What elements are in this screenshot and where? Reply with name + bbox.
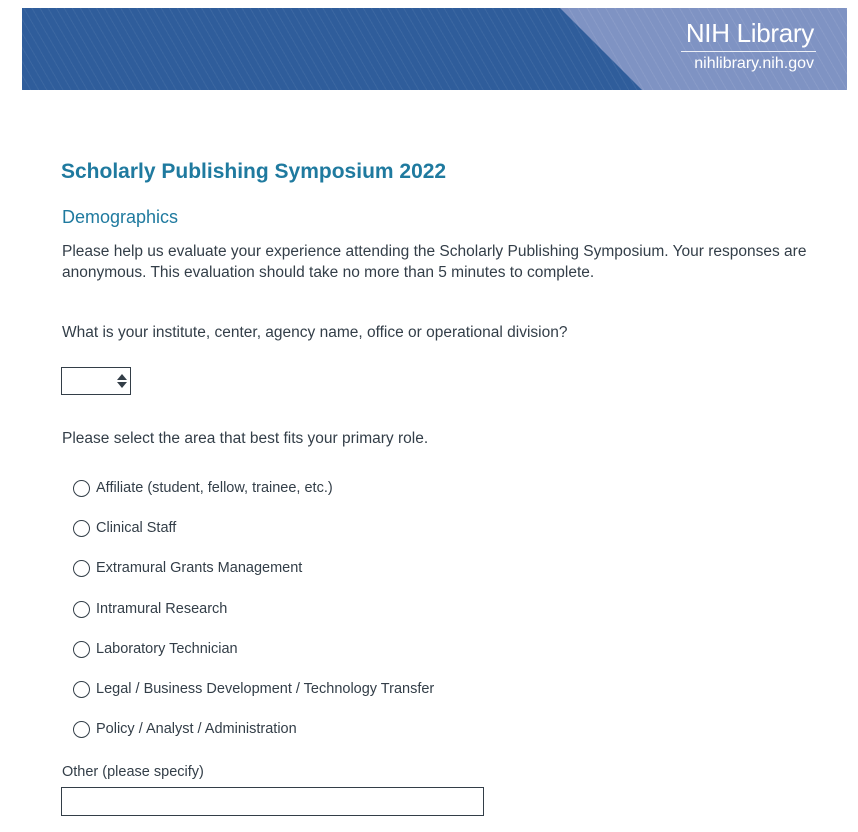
header-banner <box>22 8 847 90</box>
survey-intro: Please help us evaluate your experience attending the Scholarly Publishing Symposium. Your responses are anonymous. This evaluation should take no more than 5 minutes to complete. <box>62 243 807 281</box>
radio-button[interactable] <box>73 520 90 537</box>
radio-button[interactable] <box>73 641 90 658</box>
role-option-clinical-staff[interactable] <box>73 516 493 540</box>
role-option-label: Policy / Analyst / Administration <box>96 721 297 737</box>
role-option-label: Extramural Grants Management <box>96 560 303 576</box>
role-option-label: Affiliate (student, fellow, trainee, etc.) <box>96 480 333 496</box>
radio-button[interactable] <box>73 721 90 738</box>
other-specify-label: Other (please specify) <box>62 764 204 780</box>
role-option-extramural-grants[interactable] <box>73 556 493 580</box>
brand-url: nihlibrary.nih.gov <box>694 55 814 72</box>
radio-button[interactable] <box>73 601 90 618</box>
question-primary-role: Please select the area that best fits your primary role. <box>62 430 429 447</box>
survey-title: Scholarly Publishing Symposium 2022 <box>61 160 447 183</box>
role-option-label: Clinical Staff <box>96 520 177 536</box>
role-option-legal-business[interactable] <box>73 677 493 701</box>
brand-logo-text: NIH Library <box>685 18 814 48</box>
division-select[interactable] <box>61 367 131 395</box>
role-option-label: Legal / Business Development / Technology Transfer <box>96 681 435 697</box>
role-option-intramural-research[interactable] <box>73 597 493 621</box>
role-option-policy-admin[interactable] <box>73 717 493 741</box>
role-option-label: Intramural Research <box>96 601 228 617</box>
brand-divider <box>681 51 816 52</box>
other-specify-input[interactable] <box>61 787 484 816</box>
page-title: Demographics <box>62 207 179 227</box>
select-arrows-icon <box>117 373 127 389</box>
role-option-lab-technician[interactable] <box>73 637 493 661</box>
radio-button[interactable] <box>73 681 90 698</box>
question-division: What is your institute, center, agency name, office or operational division? <box>62 324 568 341</box>
role-option-label: Laboratory Technician <box>96 641 238 657</box>
radio-button[interactable] <box>73 480 90 497</box>
role-option-affiliate[interactable] <box>73 476 493 500</box>
radio-button[interactable] <box>73 560 90 577</box>
